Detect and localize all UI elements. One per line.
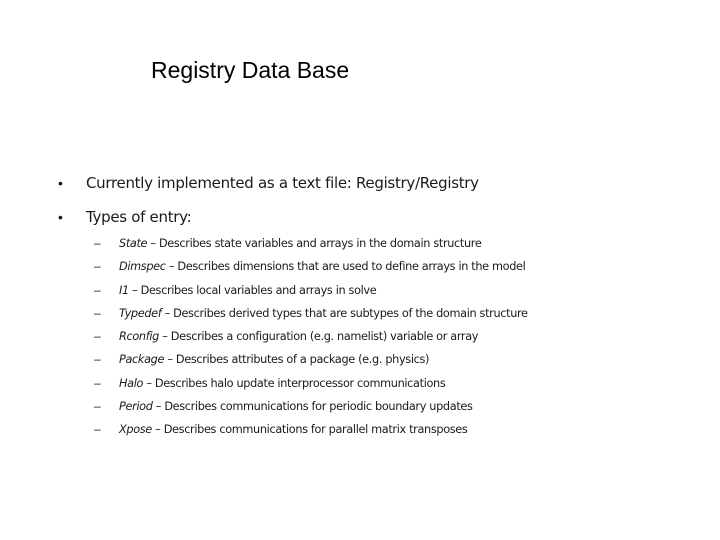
entry-type-line bbox=[119, 233, 481, 254]
entry-type-separator: – bbox=[161, 306, 174, 320]
dash-marker: – bbox=[94, 375, 101, 390]
dash-marker: – bbox=[94, 422, 101, 437]
entry-type-description: Describes communications for parallel matrix transposes bbox=[163, 423, 468, 437]
entry-type-name: Halo bbox=[119, 376, 144, 390]
bullet-item-implementation bbox=[0, 171, 720, 195]
entry-type-name: Period bbox=[119, 400, 153, 414]
entry-type-line bbox=[119, 419, 467, 440]
entry-type-name: Dimspec bbox=[119, 260, 166, 274]
entry-type-description: Describes local variables and arrays in solve bbox=[140, 283, 377, 297]
entry-type-line bbox=[119, 326, 478, 347]
entry-type-separator: – bbox=[151, 423, 164, 437]
entry-type-item bbox=[0, 396, 720, 419]
entry-type-description: Describes derived types that are subtypes of the domain structure bbox=[173, 306, 528, 320]
entry-type-name: I1 bbox=[119, 283, 129, 297]
bullet-marker: • bbox=[58, 209, 63, 225]
entry-type-item bbox=[0, 349, 720, 372]
entry-type-description: Describes a configuration (e.g. namelist) variable or array bbox=[170, 330, 479, 344]
entry-type-name: Rconfig bbox=[119, 330, 159, 344]
entry-type-name: State bbox=[119, 237, 148, 250]
dash-marker: – bbox=[94, 329, 101, 344]
entry-type-name: Package bbox=[119, 353, 165, 367]
entry-type-name: Typedef bbox=[119, 306, 162, 320]
entry-type-item bbox=[0, 256, 720, 279]
dash-marker: – bbox=[94, 282, 101, 297]
entry-type-item bbox=[0, 233, 720, 256]
entry-type-description: Describes halo update interprocessor communications bbox=[154, 376, 446, 390]
entry-type-line bbox=[119, 303, 528, 324]
entry-type-description: Describes state variables and arrays in the domain structure bbox=[158, 237, 482, 250]
entry-type-line bbox=[119, 396, 473, 417]
entry-type-separator: – bbox=[152, 400, 165, 414]
entry-type-item bbox=[0, 373, 720, 396]
bullet-text: Currently implemented as a text file: Registry/Registry bbox=[86, 174, 479, 192]
entry-type-separator: – bbox=[147, 237, 159, 250]
entry-type-description: Describes communications for periodic boundary updates bbox=[164, 400, 473, 414]
entry-type-item bbox=[0, 280, 720, 303]
entry-type-line bbox=[119, 280, 376, 301]
entry-type-separator: – bbox=[128, 283, 141, 297]
entry-type-separator: – bbox=[165, 260, 178, 274]
entry-type-description: Describes attributes of a package (e.g. physics) bbox=[175, 353, 430, 367]
dash-marker: – bbox=[94, 352, 101, 367]
bullet-text: Types of entry: bbox=[86, 208, 192, 226]
entry-type-line bbox=[119, 373, 445, 394]
slide-title: Registry Data Base bbox=[151, 57, 350, 83]
dash-marker: – bbox=[94, 259, 101, 274]
dash-marker: – bbox=[94, 236, 101, 250]
entry-type-item bbox=[0, 303, 720, 326]
entry-type-description: Describes dimensions that are used to define arrays in the model bbox=[177, 260, 526, 274]
entry-type-item bbox=[0, 326, 720, 349]
bullet-item-types bbox=[0, 205, 720, 229]
entry-type-separator: – bbox=[143, 376, 155, 390]
bullet-marker: • bbox=[58, 175, 63, 191]
entry-type-separator: – bbox=[158, 330, 171, 344]
entry-type-name: Xpose bbox=[119, 423, 152, 437]
dash-marker: – bbox=[94, 399, 101, 414]
entry-type-line bbox=[119, 256, 525, 277]
dash-marker: – bbox=[94, 305, 101, 320]
entry-type-item bbox=[0, 419, 720, 442]
entry-type-separator: – bbox=[164, 353, 176, 367]
entry-type-line bbox=[119, 349, 429, 370]
entry-types-list bbox=[0, 233, 720, 443]
